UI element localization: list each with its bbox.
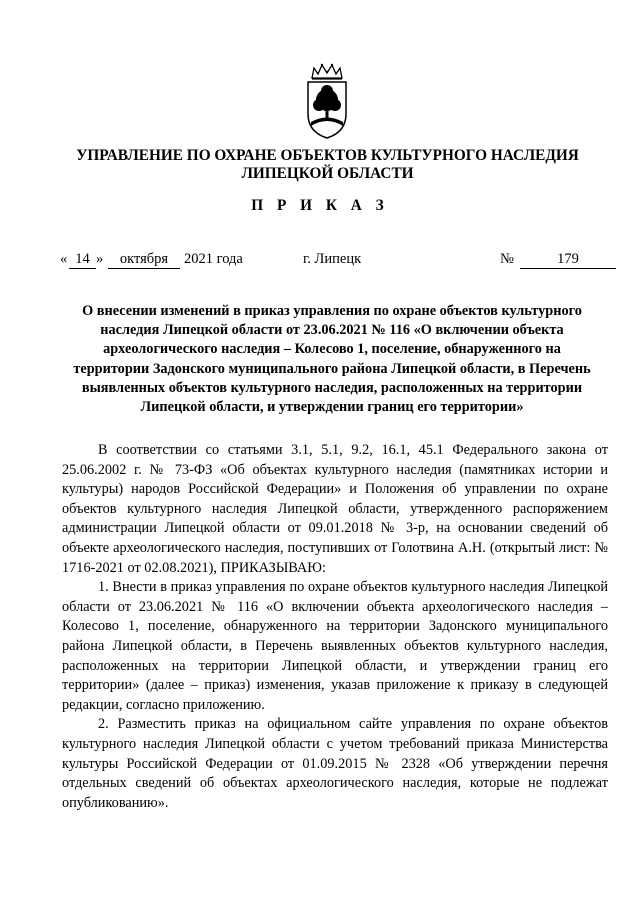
organization-name: УПРАВЛЕНИЕ ПО ОХРАНЕ ОБЪЕКТОВ КУЛЬТУРНОГО НАСЛЕДИЯ ЛИПЕЦКОЙ ОБЛАСТИ [76,147,579,182]
date-quote-close: » [96,251,104,267]
date-day: 14 [75,251,90,267]
order-subject-heading: О внесении изменений в приказ управления по охране объектов культурного наследия Липецкой области от 23.06.2021 № 116 «О включении объекта археологического наследия – Колесово 1, поселение, обнаруженного на территории Задонского муниципального района Липецкой области, в Перечень выявленных объектов культурного наследия, расположенных на территории Липецкой области, и утверждении границ его территории» [73,303,591,416]
document-number-field [520,251,616,269]
document-number: 179 [557,251,579,267]
date-day-field [69,251,96,269]
date-month: октября [119,251,169,267]
date-quote-open: « [60,251,68,267]
order-body [62,441,608,813]
date-month-field [108,251,180,269]
order-item-1: 1. Внести в приказ управления по охране объектов культурного наследия Липецкой области от 23.06.2021 № 116 «О включении объекта археологического наследия – Колесово 1, поселение, обнаруженного на территории Задонского муниципального района Липецкой области, в Перечень выявленных объектов культурного наследия, расположенных на территории Липецкой области, и утверждении границ его территории» (далее – приказ) изменения, указав приложение к приказу в следующей редакции, согласно приложению. [62,579,608,713]
number-sign: № [500,251,514,267]
document-type-title: П Р И К А З [251,197,389,214]
date-number-line [0,251,640,271]
city-name: г. Липецк [303,251,362,267]
date-year: 2021 года [184,251,243,267]
lipetsk-region-coat-of-arms-icon [302,62,352,142]
order-item-2: 2. Разместить приказ на официальном сайте управления по охране объектов культурного наследия Липецкой области с учетом требований приказа Министерства культуры Российской Федерации от 01.09.2015 № 2328 «Об утверждении перечня отдельных сведений об объектах археологического наследия, которые не подлежат опубликованию». [62,716,608,811]
preamble-paragraph: В соответствии со статьями 3.1, 5.1, 9.2, 16.1, 45.1 Федерального закона от 25.06.2002 г. № 73-ФЗ «Об объектах культурного наследия (памятниках истории и культуры) народов Российской Федерации» и Положения об управлении по охране объектов культурного наследия Липецкой области, утвержденного распоряжением администрации Липецкой области от 09.01.2018 № 3-р, на основании сведений об объекте археологического наследия, поступивших от Голотвина А.Н. (открытый лист: № 1716-2021 от 02.08.2021), ПРИКАЗЫВАЮ: [62,442,608,576]
